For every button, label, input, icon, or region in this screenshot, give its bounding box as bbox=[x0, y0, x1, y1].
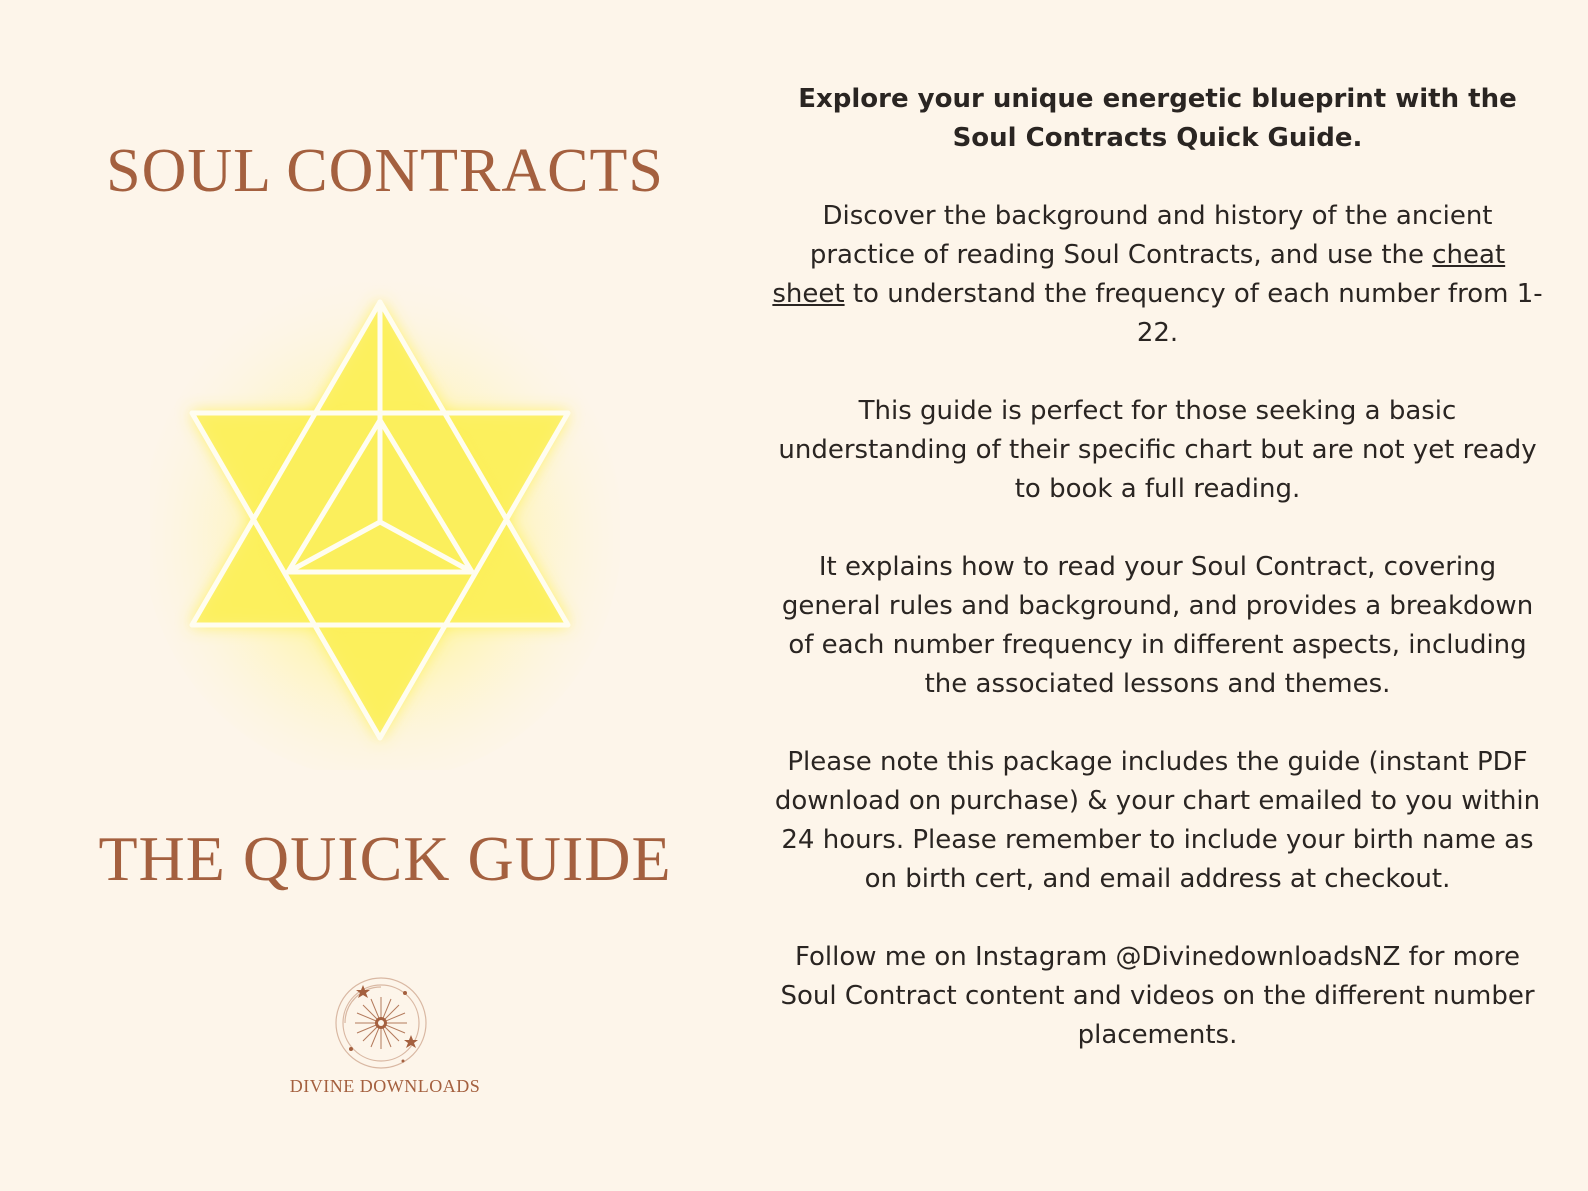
lead-paragraph: Explore your unique energetic blueprint with the Soul Contracts Quick Guide. bbox=[798, 84, 1517, 153]
contents-paragraph: It explains how to read your Soul Contract, covering general rules and background, and provides a breakdown of each number frequency in different aspects, including the associated lessons and themes. bbox=[781, 552, 1534, 699]
cheat-sheet-link[interactable]: cheat sheet bbox=[772, 240, 1506, 309]
brand-name: DIVINE DOWNLOADS bbox=[289, 1076, 481, 1096]
cover-title-bottom: THE QUICK GUIDE bbox=[98, 823, 672, 894]
product-description bbox=[770, 80, 1545, 1094]
instagram-paragraph: Follow me on Instagram @DivinedownloadsNZ for more Soul Contract content and videos on the different number placements. bbox=[780, 942, 1535, 1050]
package-note-paragraph: Please note this package includes the guide (instant PDF download on purchase) & your chart emailed to you within 24 hours. Please remember to include your birth name as on birth cert, and email address at checkout. bbox=[774, 747, 1541, 894]
audience-paragraph: This guide is perfect for those seeking a basic understanding of their specific chart but are not yet ready to book a full reading. bbox=[778, 396, 1537, 504]
cover-title-top: SOUL CONTRACTS bbox=[106, 137, 664, 205]
sun-circle-logo-icon bbox=[333, 975, 429, 1071]
merkaba-star-icon bbox=[150, 270, 620, 770]
history-text-start: Discover the background and history of the ancient practice of reading Soul Contracts, and use the bbox=[809, 201, 1493, 270]
history-text-end: to understand the frequency of each number from 1-22. bbox=[844, 279, 1543, 348]
cover-panel bbox=[0, 0, 770, 1191]
history-paragraph bbox=[770, 197, 1545, 353]
